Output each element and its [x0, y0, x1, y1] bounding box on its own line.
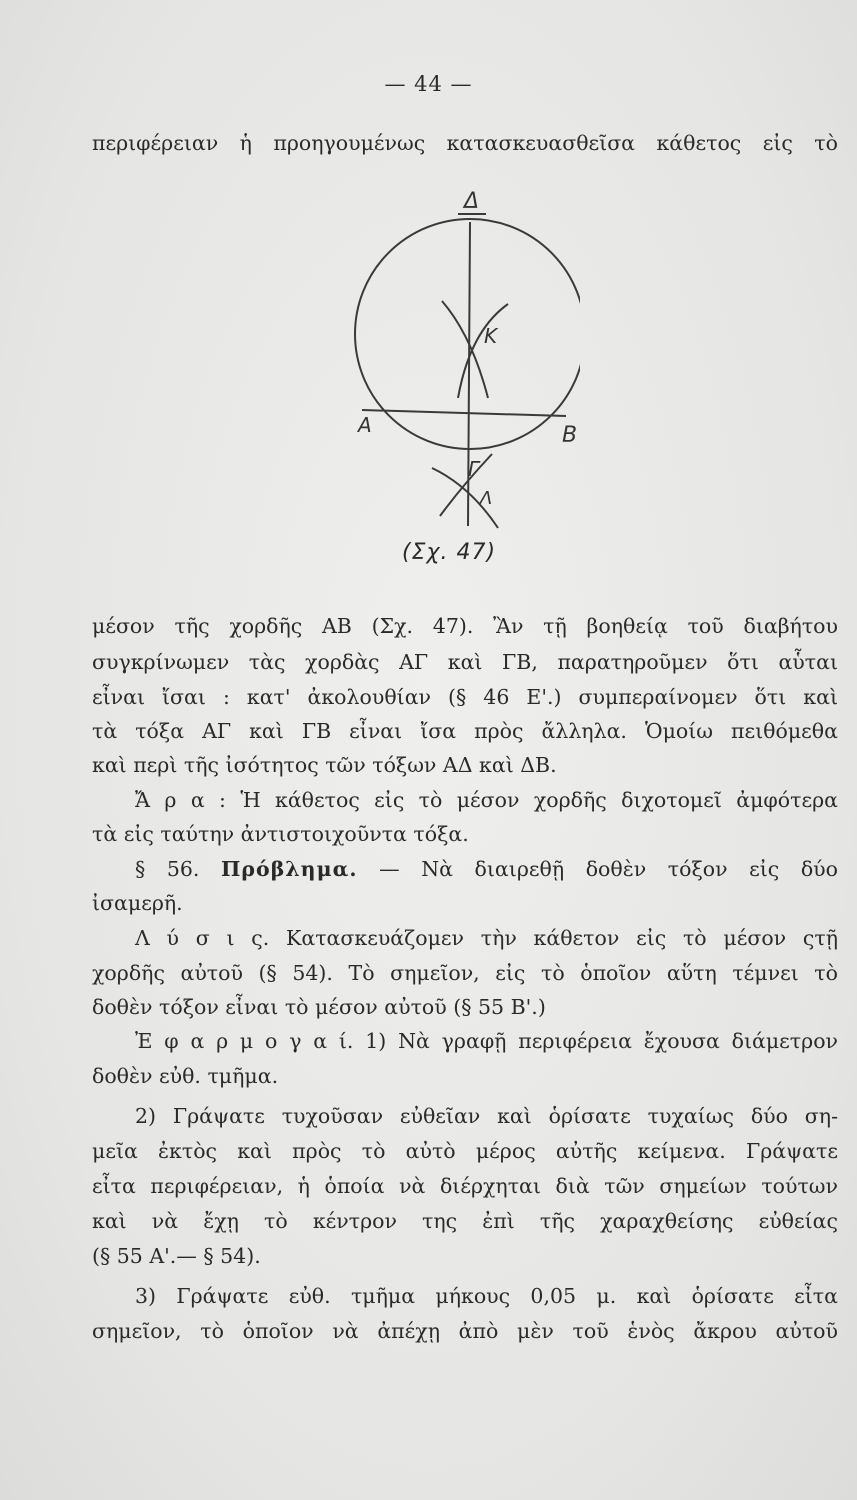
- text-line: δοθὲν τόξον εἶναι τὸ μέσον αὐτοῦ (§ 55 Β'.): [92, 995, 546, 1019]
- text-line: χορδῆς αὐτοῦ (§ 54). Τὸ σημεῖον, εἰς τὸ ὁποῖον αὕτη τέμνει τὸ: [92, 961, 838, 985]
- applications-line: [135, 1026, 838, 1057]
- label-delta: Δ: [464, 189, 480, 214]
- arc-mark: [458, 304, 508, 398]
- label-lambda: Λ: [480, 488, 493, 509]
- label-beta: Β: [562, 423, 578, 448]
- conclusion-lead: Ἄ ρ α :: [135, 788, 226, 812]
- text-line: 2) Γράψατε τυχοῦσαν εὐθεῖαν καὶ ὁρίσατε τυχαίως δύο ση-: [135, 1104, 838, 1128]
- text-line: (§ 55 Α'.— § 54).: [92, 1244, 261, 1268]
- figure-47: [330, 186, 580, 546]
- circle-chord-diagram: [330, 186, 580, 546]
- text-line: σημεῖον, τὸ ὁποῖον νὰ ἀπέχῃ ἀπὸ μὲν τοῦ ἑνὸς ἄκρου αὐτοῦ: [92, 1319, 838, 1343]
- text-line: εἶναι ἴσαι : κατ' ἀκολουθίαν (§ 46 Ε'.) συμπεραίνομεν ὅτι καὶ: [92, 685, 838, 709]
- text-line: τὰ εἰς ταύτην ἀντιστοιχοῦντα τόξα.: [92, 822, 469, 846]
- problem-heading: Πρόβλημα.: [221, 857, 358, 881]
- text-line: συγκρίνωμεν τὰς χορδὰς ΑΓ καὶ ΓΒ, παρατηροῦμεν ὅτι αὗται: [92, 650, 838, 674]
- conclusion-text: Ἡ κάθετος εἰς τὸ μέσον χορδῆς διχοτομεῖ ἀμφότερα: [240, 788, 838, 812]
- conclusion-line: [135, 785, 838, 816]
- label-alpha: Α: [358, 413, 372, 437]
- text-line: εἶτα περιφέρειαν, ἡ ὁποία νὰ διέρχηται διὰ τῶν σημείων τούτων: [92, 1174, 838, 1198]
- figure-caption: (Σχ. 47): [402, 540, 497, 565]
- problem-line: [135, 854, 838, 885]
- arc-mark: [442, 301, 488, 398]
- solution-line: [135, 923, 838, 954]
- text-line: μεῖα ἐκτὸς καὶ πρὸς τὸ αὐτὸ μέρος αὐτῆς κείμενα. Γράψατε: [92, 1139, 838, 1163]
- text-line: μέσον τῆς χορδῆς ΑΒ (Σχ. 47). Ἂν τῇ βοηθείᾳ τοῦ διαβήτου: [92, 614, 838, 638]
- solution-text: Κατασκευάζομεν τὴν κάθετον εἰς τὸ μέσον ςτῇ: [286, 926, 838, 950]
- text-line: περιφέρειαν ἡ προηγουμένως κατασκευασθεῖσα κάθετος εἰς τὸ: [92, 131, 838, 155]
- section-number: § 56.: [135, 857, 200, 881]
- solution-lead: Λ ύ σ ι ς.: [135, 926, 270, 950]
- chord-ab: [362, 410, 566, 416]
- text-line: τὰ τόξα ΑΓ καὶ ΓΒ εἶναι ἴσα πρὸς ἄλληλα. Ὁμοίω πειθόμεθα: [92, 719, 838, 743]
- applications-lead: Ἐ φ α ρ μ ο γ α ί.: [135, 1029, 354, 1053]
- text-line: καὶ νὰ ἔχῃ τὸ κέντρον της ἐπὶ τῆς χαραχθείσης εὐθείας: [92, 1209, 838, 1233]
- page-number: — 44 —: [384, 72, 473, 96]
- label-kappa: Κ: [484, 324, 498, 348]
- application-1: 1) Νὰ γραφῇ περιφέρεια ἔχουσα διάμετρον: [365, 1029, 839, 1053]
- problem-text: — Νὰ διαιρεθῇ δοθὲν τόξον εἰς δύο: [379, 857, 838, 881]
- text-line: καὶ περὶ τῆς ἰσότητος τῶν τόξων ΑΔ καὶ ΔΒ.: [92, 753, 557, 777]
- text-line: 3) Γράψατε εὐθ. τμῆμα μήκους 0,05 μ. καὶ ὁρίσατε εἶτα: [135, 1284, 838, 1308]
- label-gamma: Γ: [468, 457, 480, 481]
- text-line: ἰσαμερῆ.: [92, 891, 183, 915]
- text-line: δοθὲν εὐθ. τμῆμα.: [92, 1064, 279, 1088]
